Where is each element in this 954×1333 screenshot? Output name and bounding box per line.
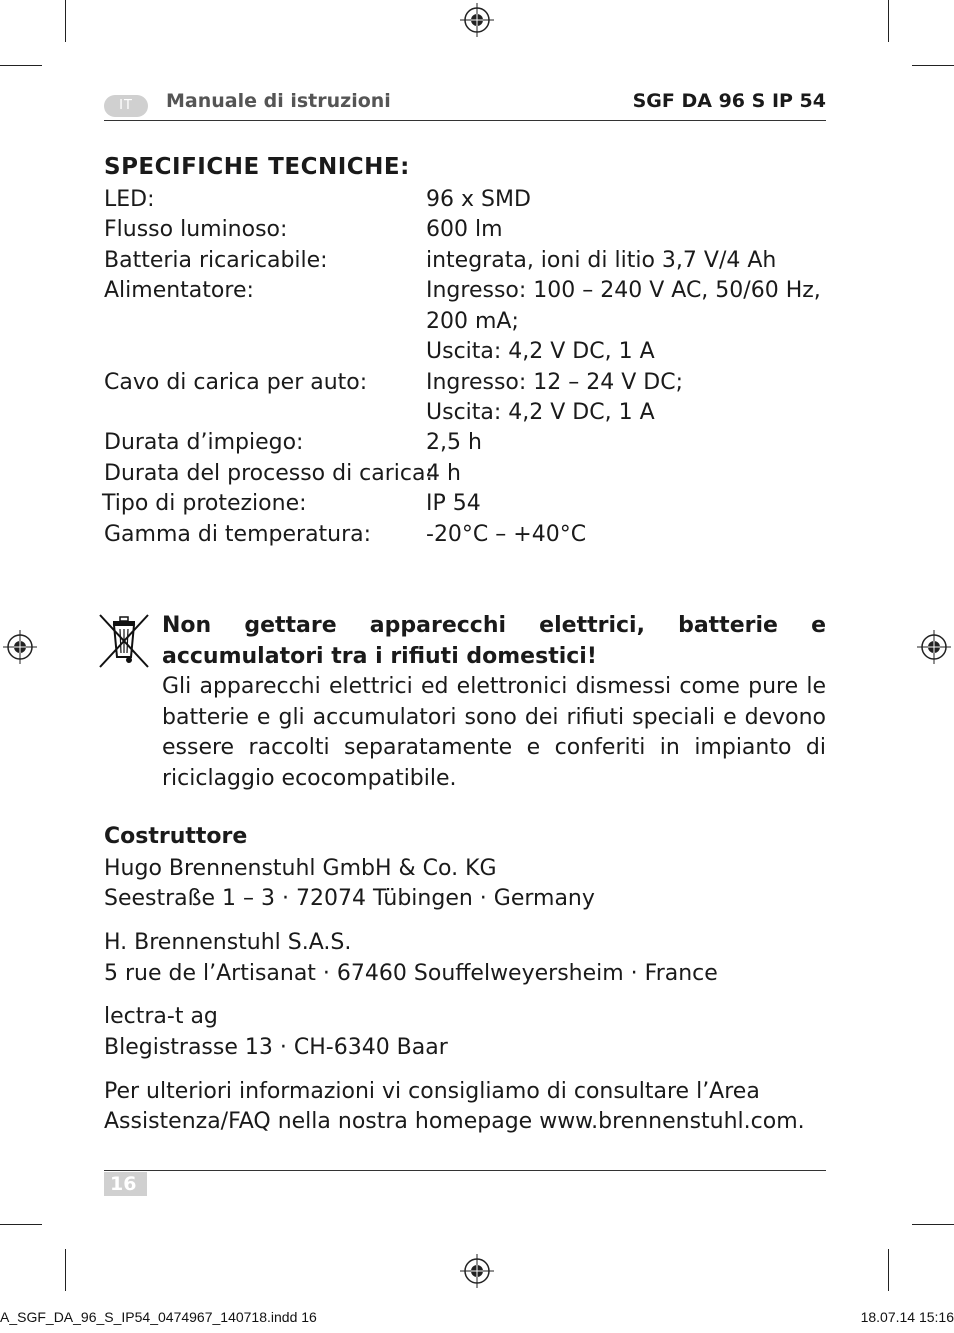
spec-label: Batteria ricaricabile: bbox=[104, 248, 328, 273]
header-divider bbox=[104, 120, 826, 121]
spec-label: Cavo di carica per auto: bbox=[104, 370, 368, 395]
manufacturer-line: Per ulteriori informazioni vi consigliamo di consultare l’Area bbox=[104, 1079, 760, 1104]
registration-mark-icon bbox=[460, 3, 494, 37]
spec-label: Alimentatore: bbox=[104, 278, 254, 303]
manufacturer-line: Seestraße 1 – 3 · 72074 Tübingen · Germany bbox=[104, 886, 595, 911]
crop-mark bbox=[912, 1224, 954, 1225]
disposal-notice-body: Gli apparecchi elettrici ed elettronici dismessi come pure le batterie e gli accumulatori sono dei rifiuti speciali e devono essere raccolti separatamente e conferiti in impianto di riciclaggio ecocompatibile. bbox=[162, 674, 826, 791]
spec-value: 200 mA; bbox=[426, 309, 519, 334]
disposal-notice bbox=[162, 611, 826, 794]
manufacturer-line: Blegistrasse 13 · CH-6340 Baar bbox=[104, 1035, 448, 1060]
header-title: Manuale di istruzioni bbox=[166, 90, 391, 112]
header-model: SGF DA 96 S IP 54 bbox=[632, 90, 826, 112]
registration-mark-icon bbox=[3, 630, 37, 664]
spec-value: IP 54 bbox=[426, 491, 481, 516]
manufacturer-title: Costruttore bbox=[104, 824, 248, 849]
spec-value: Ingresso: 100 – 240 V AC, 50/60 Hz, bbox=[426, 278, 821, 303]
spec-label: Flusso luminoso: bbox=[104, 217, 288, 242]
language-badge: IT bbox=[104, 95, 148, 117]
spec-value: -20°C – +40°C bbox=[426, 522, 587, 547]
spec-label: Durata d’impiego: bbox=[104, 430, 304, 455]
manufacturer-line: 5 rue de l’Artisanat · 67460 Souffelweyersheim · France bbox=[104, 961, 718, 986]
crop-mark bbox=[65, 1249, 66, 1291]
spec-value: 600 lm bbox=[426, 217, 503, 242]
registration-mark-icon bbox=[917, 630, 951, 664]
specs-title: SPECIFICHE TECNICHE: bbox=[104, 154, 410, 180]
manufacturer-line: Assistenza/FAQ nella nostra homepage www.brennenstuhl.com. bbox=[104, 1109, 805, 1134]
print-slug-timestamp: 18.07.14 15:16 bbox=[860, 1309, 954, 1325]
manufacturer-line: Hugo Brennenstuhl GmbH & Co. KG bbox=[104, 856, 497, 881]
crossed-out-wheelie-bin-icon bbox=[96, 612, 152, 670]
disposal-notice-heading: Non gettare apparecchi elettrici, batterie e accumulatori tra i rifiuti domestici! bbox=[162, 613, 826, 669]
spec-label: LED: bbox=[104, 187, 155, 212]
spec-value: 96 x SMD bbox=[426, 187, 531, 212]
print-slug-filename: A_SGF_DA_96_S_IP54_0474967_140718.indd 16 bbox=[0, 1309, 317, 1325]
manufacturer-line: H. Brennenstuhl S.A.S. bbox=[104, 930, 352, 955]
page-number: 16 bbox=[104, 1172, 147, 1196]
crop-mark bbox=[888, 1249, 889, 1291]
crop-mark bbox=[0, 65, 42, 66]
spec-value: 4 h bbox=[426, 461, 461, 486]
spec-value: Ingresso: 12 – 24 V DC; bbox=[426, 370, 684, 395]
spec-label: Gamma di temperatura: bbox=[104, 522, 372, 547]
footer-divider bbox=[104, 1170, 826, 1171]
spec-value: integrata, ioni di litio 3,7 V/4 Ah bbox=[426, 248, 777, 273]
crop-mark bbox=[65, 0, 66, 42]
spec-value: Uscita: 4,2 V DC, 1 A bbox=[426, 339, 655, 364]
spec-value: 2,5 h bbox=[426, 430, 482, 455]
spec-value: Uscita: 4,2 V DC, 1 A bbox=[426, 400, 655, 425]
spec-label: Tipo di protezione: bbox=[102, 491, 307, 516]
manufacturer-line: lectra-t ag bbox=[104, 1004, 218, 1029]
spec-label: Durata del processo di carica: bbox=[104, 461, 433, 486]
crop-mark bbox=[912, 65, 954, 66]
registration-mark-icon bbox=[460, 1254, 494, 1288]
crop-mark bbox=[888, 0, 889, 42]
crop-mark bbox=[0, 1224, 42, 1225]
